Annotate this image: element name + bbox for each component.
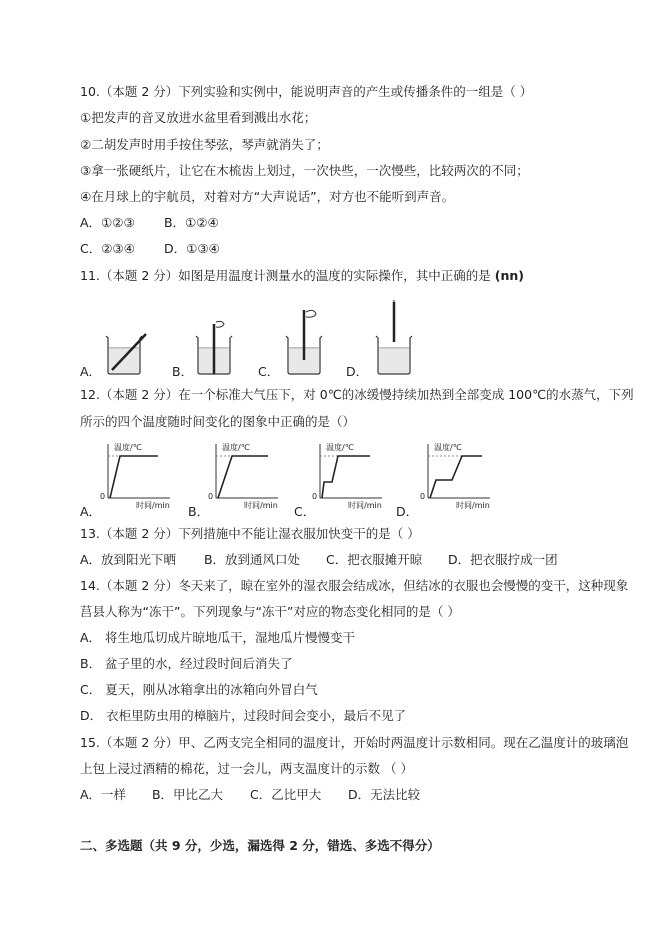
q10-item-1: ①把发声的音叉放进水盆里看到溅出水花； [80,110,317,125]
q14-stem-line-2: 莒县人称为“冻干”。下列现象与“冻干”对应的物态变化相同的是（ ） [80,604,460,619]
q10-options-row-2 [80,241,220,257]
q12-graph-d [416,440,496,512]
q13-stem: 13.（本题 2 分）下列措施中不能让湿衣服加快变干的是（ ） [80,526,420,541]
q10-item-3: ③拿一张硬纸片，让它在木梳齿上划过，一次快些，一次慢些，比较两次的不同； [80,163,529,178]
q10-option-c: C．②③④ [80,241,135,256]
q12-option-d: D． [396,504,419,519]
q14-stem-line-1: 14.（本题 2 分）冬天来了，晾在室外的湿衣服会结成冰，但结冰的衣服也会慢慢的变干，这种现象 [80,578,629,593]
q11-stem: 11.（本题 2 分）如图是用温度计测量水的温度的实际操作，其中正确的是 [80,268,491,283]
q12-graph-b-origin: 0 [208,492,214,501]
q12-option-c: C． [294,504,316,519]
q11-option-b: B． [172,364,194,379]
q12-graph-a-origin: 0 [100,492,106,501]
q14-option-c: C． 夏天，刚从冰箱拿出的冰箱向外冒白气 [80,682,318,697]
q14-option-a: A． 将生地瓜切成片晾地瓜干，湿地瓜片慢慢变干 [80,630,356,645]
q11-option-a: A． [80,364,102,379]
q11-figure-d [374,298,420,376]
q12-graph-c [308,440,388,512]
q11-stem-suffix: (nn) [494,268,524,283]
q15-option-a: A．一样 [80,787,127,802]
q10-item-4: ④在月球上的宇航员，对着对方“大声说话”，对方也不能听到声音。 [80,189,455,204]
q10-option-d: D．①③④ [163,241,220,256]
q13-option-d: D．把衣服拧成一团 [447,552,558,567]
q12-option-a: A． [80,504,102,519]
q12-stem-line-2: 所示的四个温度随时间变化的图象中正确的是（） [80,414,356,429]
q12-graph-b-xlabel: 时间/min [244,501,278,510]
q15-options-row [80,787,420,803]
q12-graph-d-ylabel: 温度/℃ [434,443,462,452]
q12-stem-line-1: 12.（本题 2 分）在一个标准大气压下，对 0℃的冰缓慢持续加热到全部变成 100℃的水蒸气，下列 [80,387,634,402]
q12-graph-a-ylabel: 温度/℃ [114,443,142,452]
q12-graph-d-origin: 0 [420,492,426,501]
q13-option-a: A．放到阳光下晒 [80,552,177,567]
q11-figure-b [194,318,240,376]
q15-stem-line-2: 上包上浸过酒精的棉花，过一会儿，两支温度计的示数 （ ） [80,761,413,776]
q10-options-row-1 [80,215,219,231]
q13-option-b: B．放到通风口处 [203,552,301,567]
q11-figure-a [104,330,152,376]
q11-option-d: D． [346,364,369,379]
q12-graph-d-xlabel: 时间/min [456,501,490,510]
q10-stem: 10.（本题 2 分）下列实验和实例中，能说明声音的产生或传播条件的一组是（ ） [80,84,533,99]
q10-option-a: A．①②③ [80,215,135,230]
q13-options-row [80,552,558,568]
q15-option-c: C．乙比甲大 [249,787,322,802]
q12-option-b: B． [188,504,210,519]
q15-stem-line-1: 15.（本题 2 分）甲、乙两支完全相同的温度计，开始时两温度计示数相同。现在乙温度计的玻璃泡 [80,735,629,750]
q10-option-b: B．①②④ [163,215,219,230]
q10-item-2: ②二胡发声时用手按住琴弦，琴声就消失了； [80,137,329,152]
q12-graph-a [96,440,176,512]
q12-graph-c-xlabel: 时间/min [348,501,382,510]
q14-option-b: B． 盆子里的水，经过段时间后消失了 [80,656,293,671]
q11-stem-line [80,268,524,284]
q12-graph-c-ylabel: 温度/℃ [326,443,354,452]
q12-graph-b-ylabel: 温度/℃ [222,443,250,452]
q11-figure-c [284,306,330,376]
q12-graph-a-xlabel: 时间/min [136,501,170,510]
section-2-title: 二、多选题（共 9 分，少选，漏选得 2 分，错选、多选不得分） [80,838,440,853]
q12-graph-b [204,440,284,512]
q12-graph-c-origin: 0 [312,492,318,501]
q13-option-c: C．把衣服摊开晾 [325,552,423,567]
q15-option-b: B．甲比乙大 [151,787,224,802]
q14-option-d: D． 衣柜里防虫用的樟脑片，过段时间会变小，最后不见了 [80,708,407,723]
q11-option-c: C． [258,364,280,379]
q15-option-d: D．无法比较 [347,787,421,802]
